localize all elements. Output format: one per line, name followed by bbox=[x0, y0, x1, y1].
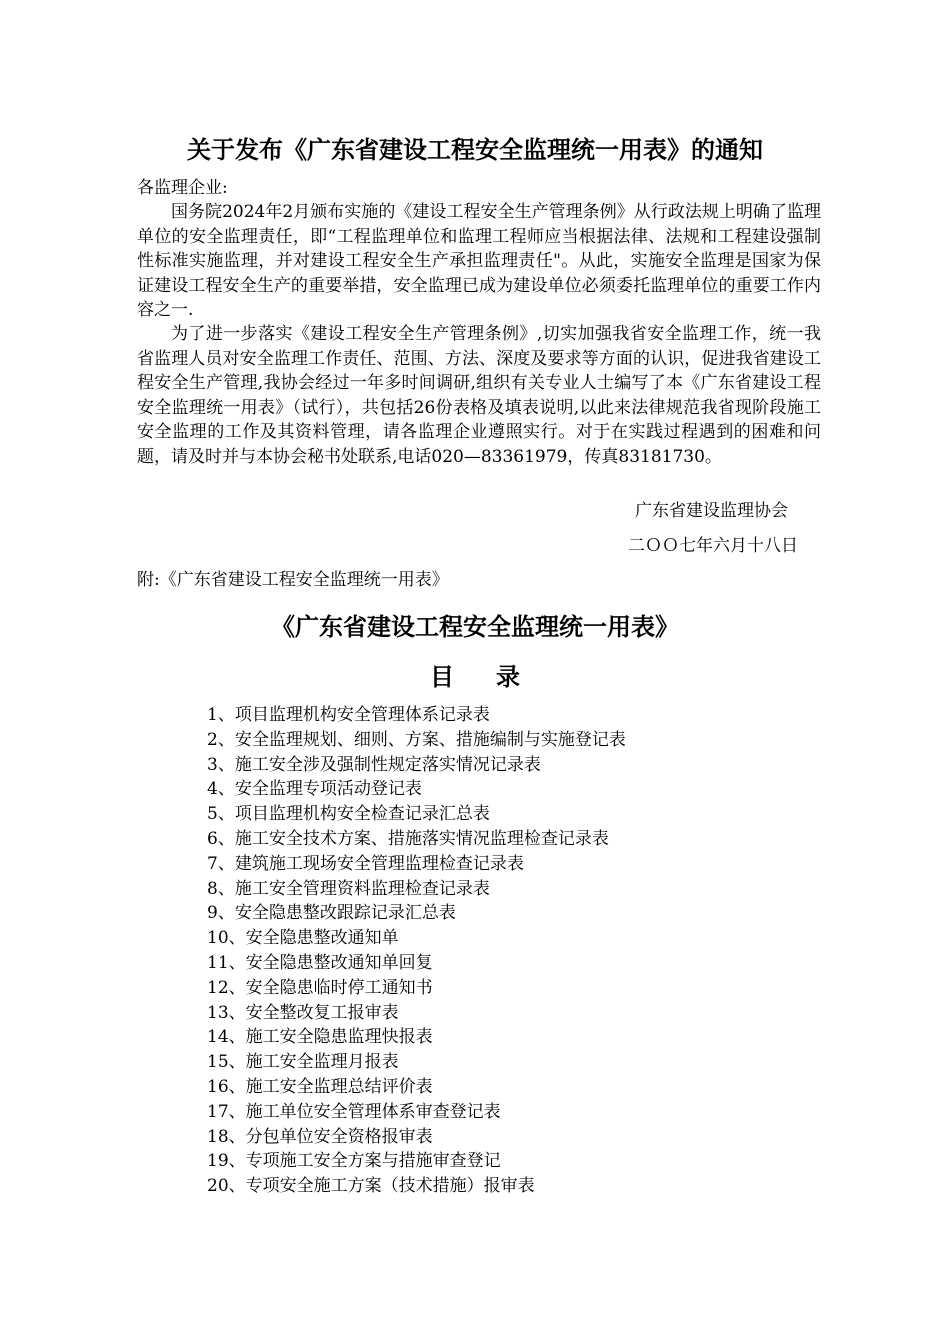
toc-item: 16、施工安全监理总结评价表 bbox=[207, 1076, 433, 1097]
forms-title: 《广东省建设工程安全监理统一用表》 bbox=[271, 612, 679, 641]
toc-item: 4、安全监理专项活动登记表 bbox=[207, 779, 422, 800]
toc-item: 9、安全隐患整改跟踪记录汇总表 bbox=[207, 903, 456, 924]
toc-item: 11、安全隐患整改通知单回复 bbox=[207, 952, 433, 973]
toc-item: 7、建筑施工现场安全管理监理检查记录表 bbox=[207, 853, 524, 874]
notice-title: 关于发布《广东省建设工程安全监理统一用表》的通知 bbox=[187, 135, 763, 164]
toc-item: 13、安全整改复工报审表 bbox=[207, 1002, 399, 1023]
toc-item: 18、分包单位安全资格报审表 bbox=[207, 1126, 433, 1147]
notice-paragraph-2: 为了进一步落实《建设工程安全生产管理条例》,切实加强我省安全监理工作，统一我省监理人员对安全监理工作责任、范围、方法、深度及要求等方面的认识，促进我省建设工程安全生产管理,我协会经过一年多时间调研,组织有关专业人士编写了本《广东省建设工程安全监理统一用表》（试行），共包括26份表格及填表说明,以此来法律规范我省现阶段施工安全监理的工作及其资料管理，请各监理企业遵照实行。对于在实践过程遇到的困难和问题，请及时并与本协会秘书处联系,电话020—83361979，传真83181730。 bbox=[137, 324, 821, 467]
notice-paragraph-1: 国务院2024年2月颁布实施的《建设工程安全生产管理条例》从行政法规上明确了监理单位的安全监理责任，即“工程监理单位和监理工程师应当根据法律、法规和工程建设强制性标准实施监理，并对建设工程安全生产承担监理责任"。从此，实施安全监理是国家为保证建设工程安全生产的重要举措，安全监理已成为建设单位必须委托监理单位的重要工作内容之一. bbox=[137, 202, 821, 320]
signature-organization: 广东省建设监理协会 bbox=[635, 501, 788, 521]
attachment-line: 附:《广东省建设工程安全监理统一用表》 bbox=[137, 570, 449, 590]
table-of-contents bbox=[207, 703, 626, 1199]
signature-date: 二ＯＯ七年六月十八日 bbox=[628, 536, 798, 556]
toc-item: 1、项目监理机构安全管理体系记录表 bbox=[207, 705, 490, 725]
toc-item: 17、施工单位安全管理体系审查登记表 bbox=[207, 1101, 501, 1122]
toc-heading: 目录 bbox=[430, 662, 562, 691]
toc-item: 8、施工安全管理资料监理检查记录表 bbox=[207, 878, 490, 899]
salutation: 各监理企业: bbox=[137, 178, 228, 198]
toc-item: 15、施工安全监理月报表 bbox=[207, 1052, 399, 1073]
toc-item: 19、专项施工安全方案与措施审查登记 bbox=[207, 1151, 501, 1172]
toc-item: 12、安全隐患临时停工通知书 bbox=[207, 977, 433, 998]
toc-item: 5、项目监理机构安全检查记录汇总表 bbox=[207, 804, 490, 825]
toc-item: 10、安全隐患整改通知单 bbox=[207, 928, 399, 949]
toc-item: 2、安全监理规划、细则、方案、措施编制与实施登记表 bbox=[207, 729, 626, 750]
toc-item: 14、施工安全隐患监理快报表 bbox=[207, 1027, 433, 1048]
toc-item: 3、施工安全涉及强制性规定落实情况记录表 bbox=[207, 754, 541, 775]
toc-item: 20、专项安全施工方案（技术措施）报审表 bbox=[207, 1176, 535, 1197]
toc-item: 6、施工安全技术方案、措施落实情况监理检查记录表 bbox=[207, 828, 609, 849]
